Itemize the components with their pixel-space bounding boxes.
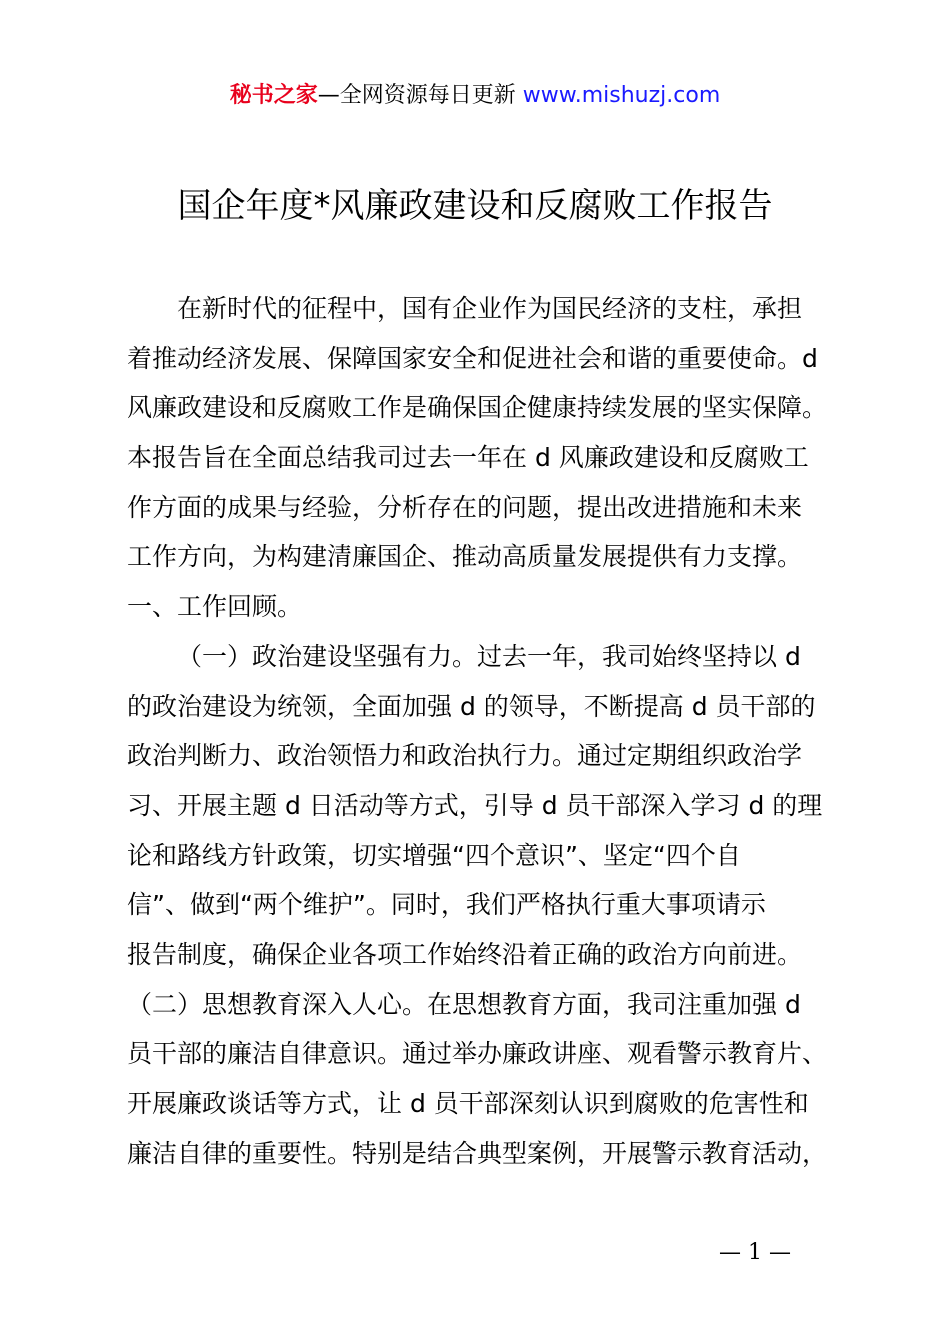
page-number: — 1 — [719, 1240, 791, 1265]
site-url-link[interactable]: www.mishuzj.com [522, 83, 721, 108]
text-line: 风廉政建设和反腐败工作是确保国企健康持续发展的坚实保障。 [127, 393, 828, 423]
document-body [127, 284, 839, 1178]
text-line: （一）政治建设坚强有力。过去一年，我司始终坚持以 d [177, 641, 801, 671]
text-line: 本报告旨在全面总结我司过去一年在 d 风廉政建设和反腐败工 [127, 443, 809, 473]
site-header [0, 80, 950, 112]
section-heading: 一、工作回顾。 [127, 592, 303, 622]
text-line: （二）思想教育深入人心。在思想教育方面，我司注重加强 d [127, 989, 801, 1019]
text-line: 在新时代的征程中，国有企业作为国民经济的支柱，承担 [177, 294, 803, 323]
text-line: 的政治建设为统领，全面加强 d 的领导，不断提高 d 员干部的 [127, 691, 816, 721]
site-tagline: —全网资源每日更新 [317, 83, 523, 108]
text-line: 论和路线方针政策，切实增强“四个意识”、坚定“四个自 [127, 840, 741, 870]
site-brand: 秘书之家 [229, 83, 318, 108]
text-line: 工作方向，为构建清廉国企、推动高质量发展提供有力支撑。 [127, 542, 803, 572]
text-line: 习、开展主题 d 日活动等方式，引导 d 员干部深入学习 d 的理 [127, 790, 823, 820]
text-line: 报告制度，确保企业各项工作始终沿着正确的政治方向前进。 [127, 939, 803, 969]
text-line: 作方面的成果与经验，分析存在的问题，提出改进措施和未来 [127, 492, 803, 522]
text-line: 廉洁自律的重要性。特别是结合典型案例，开展警示教育活动， [127, 1138, 828, 1168]
text-line: 开展廉政谈话等方式，让 d 员干部深刻认识到腐败的危害性和 [127, 1089, 809, 1118]
text-line: 员干部的廉洁自律意识。通过举办廉政讲座、观看警示教育片、 [127, 1039, 828, 1069]
text-line: 政治判断力、政治领悟力和政治执行力。通过定期组织政治学 [127, 741, 803, 771]
text-line: 着推动经济发展、保障国家安全和促进社会和谐的重要使命。d [127, 343, 818, 373]
document-title: 国企年度*风廉政建设和反腐败工作报告 [177, 186, 773, 226]
text-line: 信”、做到“两个维护”。同时，我们严格执行重大事项请示 [127, 890, 766, 920]
